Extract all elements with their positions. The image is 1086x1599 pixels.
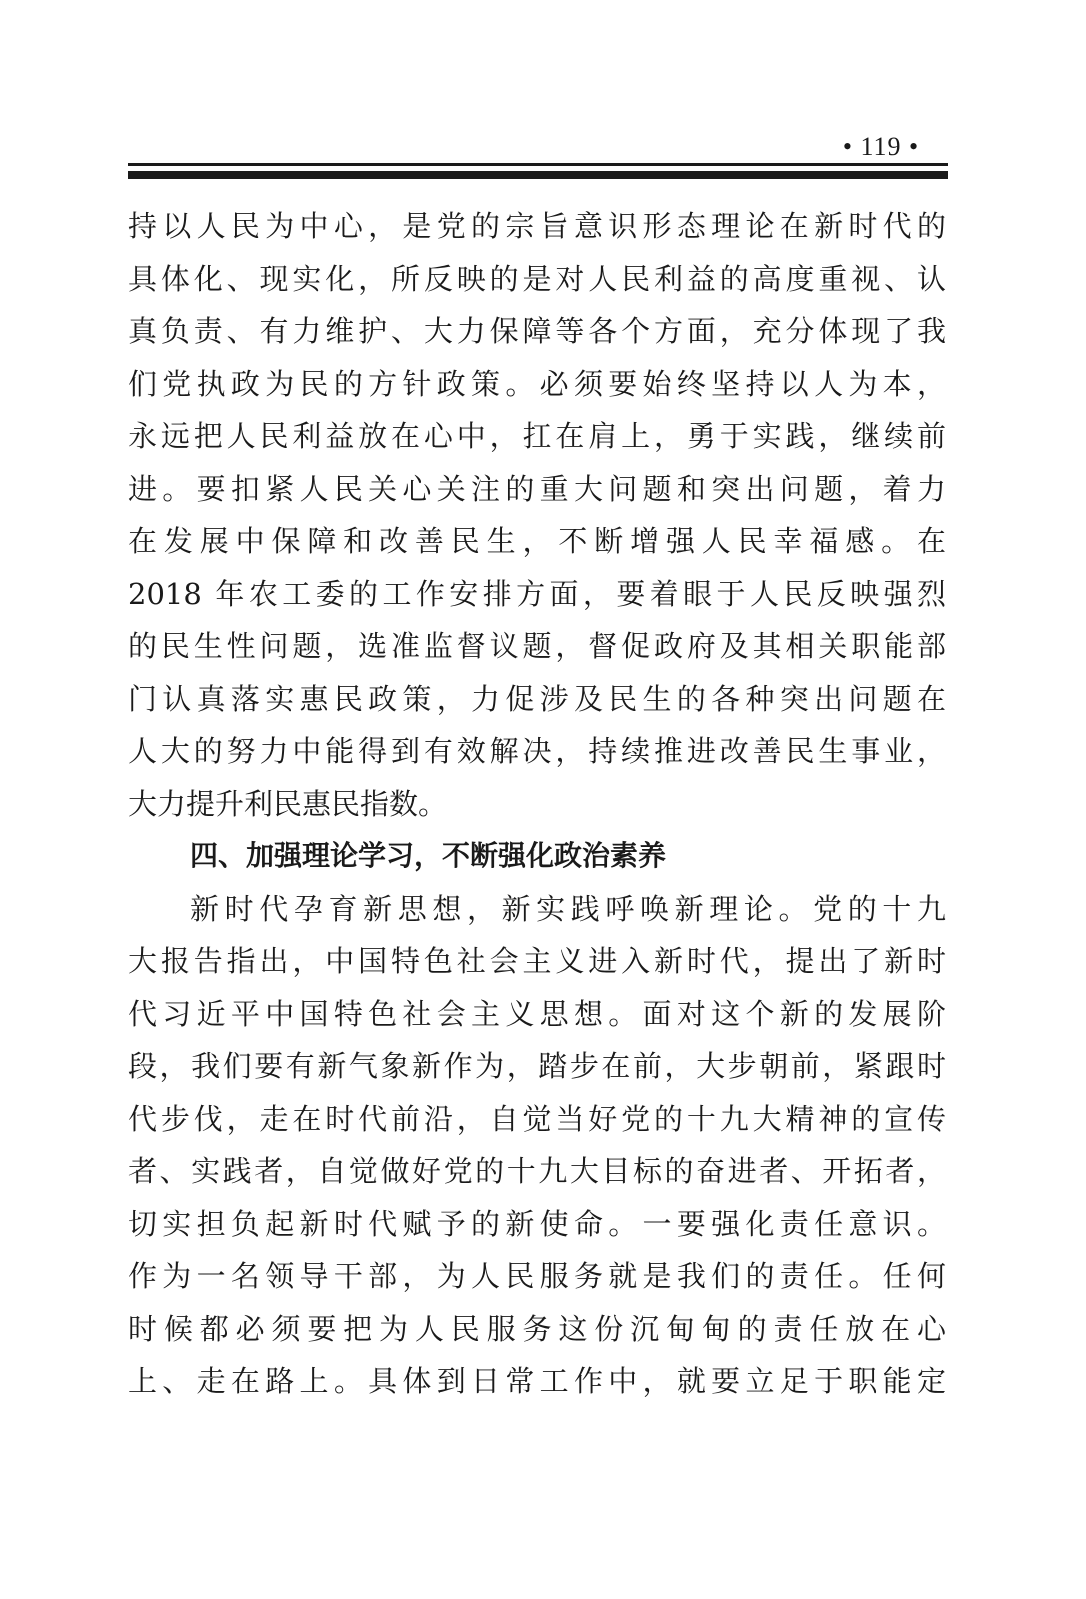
text-line: 门认真落实惠民政策，力促涉及民生的各种突出问题在	[128, 681, 946, 716]
text-line: 上、走在路上。具体到日常工作中，就要立足于职能定	[128, 1364, 946, 1398]
text-line: 们党执政为民的方针政策。必须要始终坚持以人为本，	[128, 366, 946, 401]
text-line: 切实担负起新时代赋予的新使命。一要强化责任意识。	[128, 1206, 946, 1241]
text-line: 人大的努力中能得到有效解决，持续推进改善民生事业，	[128, 734, 946, 768]
text-line: 进。要扣紧人民关心关注的重大问题和突出问题，着力	[128, 471, 946, 506]
text-line: 2018 年农工委的工作安排方面，要着眼于人民反映强烈	[128, 576, 946, 611]
text-line: 代习近平中国特色社会主义思想。面对这个新的发展阶	[128, 996, 946, 1031]
header-rule	[128, 163, 948, 179]
text-line: 新时代孕育新思想，新实践呼唤新理论。党的十九	[190, 891, 946, 926]
section-heading: 四、加强理论学习，不断强化政治素养	[190, 839, 667, 872]
text-line: 代步伐，走在时代前沿，自觉当好党的十九大精神的宣传	[128, 1101, 946, 1136]
text-line: 段，我们要有新气象新作为，踏步在前，大步朝前，紧跟时	[128, 1049, 946, 1083]
text-line: 具体化、现实化，所反映的是对人民利益的高度重视、认	[128, 261, 946, 296]
text-line: 在发展中保障和改善民生，不断增强人民幸福感。在	[128, 524, 946, 558]
text-line: 者、实践者，自觉做好党的十九大目标的奋进者、开拓者，	[128, 1154, 946, 1188]
page-number: • 119 •	[842, 132, 920, 161]
text-line: 真负责、有力维护、大力保障等各个方面，充分体现了我	[128, 314, 946, 348]
text-line: 大报告指出，中国特色社会主义进入新时代，提出了新时	[128, 944, 946, 978]
text-line: 作为一名领导干部，为人民服务就是我们的责任。任何	[128, 1259, 946, 1293]
text-line: 持以人民为中心，是党的宗旨意识形态理论在新时代的	[128, 209, 946, 243]
text-line: 大力提升利民惠民指数。	[128, 786, 448, 821]
text-line: 永远把人民利益放在心中，扛在肩上，勇于实践，继续前	[128, 419, 946, 453]
text-line: 时候都必须要把为人民服务这份沉甸甸的责任放在心	[128, 1311, 946, 1346]
text-line: 的民生性问题，选准监督议题，督促政府及其相关职能部	[128, 629, 946, 663]
paragraph-1	[128, 200, 946, 830]
page-body	[128, 200, 946, 1408]
paragraph-2	[128, 883, 946, 1408]
